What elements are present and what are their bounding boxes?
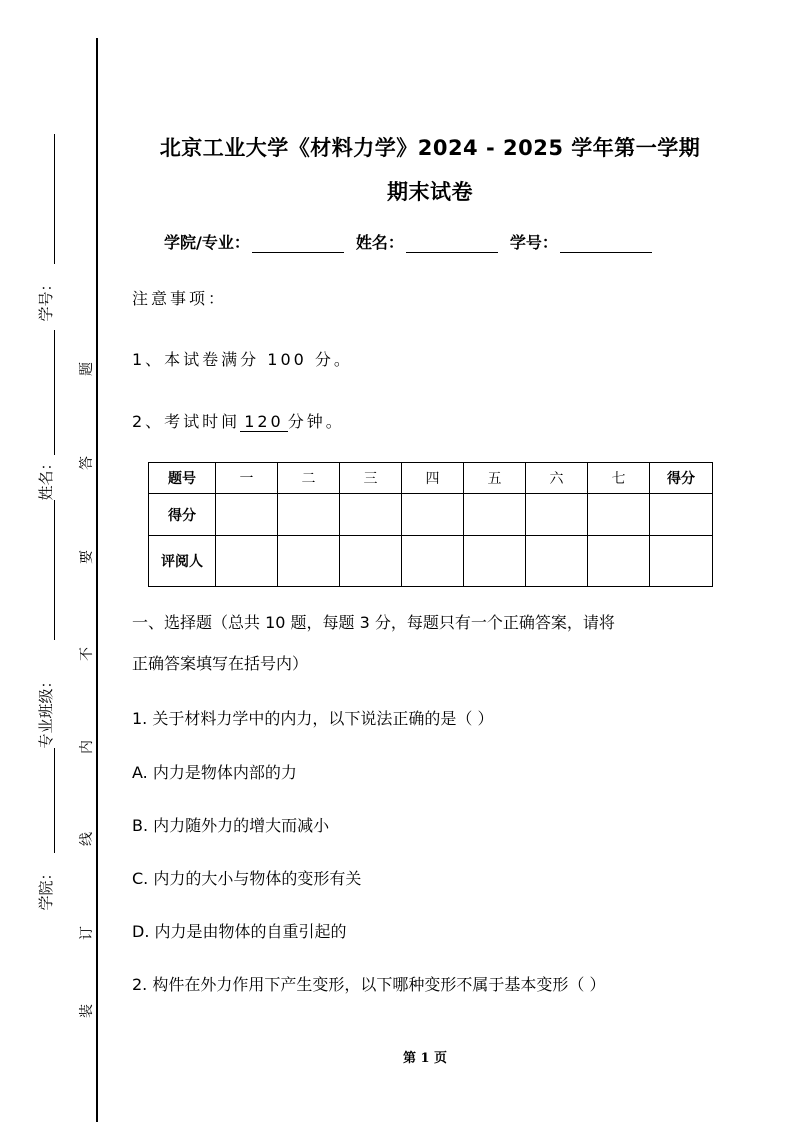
score-cell[interactable] <box>216 494 278 536</box>
college-line <box>54 748 55 853</box>
question-1-option-a: A. 内力是物体内部的力 <box>132 763 297 782</box>
score-table-header <box>149 463 713 494</box>
note-item-1: 1、本试卷满分 100 分。 <box>132 350 353 369</box>
question-1-stem: 1. 关于材料力学中的内力，以下说法正确的是（ ） <box>132 709 494 728</box>
class-label: 专业班级： <box>36 673 55 749</box>
class-line <box>54 500 55 640</box>
seal-char: 答 <box>79 456 95 470</box>
row-label: 得分 <box>149 494 216 536</box>
score-cell[interactable] <box>526 494 588 536</box>
question-1-option-d: D. 内力是由物体的自重引起的 <box>132 922 347 941</box>
score-cell[interactable] <box>278 494 340 536</box>
header-cell: 三 <box>340 463 402 494</box>
seal-char: 内 <box>79 740 95 754</box>
seal-char: 题 <box>79 362 95 376</box>
seal-char: 订 <box>79 926 95 940</box>
score-cell[interactable] <box>650 494 713 536</box>
note-item-2-suffix: 分钟。 <box>287 412 345 431</box>
seal-char: 要 <box>79 550 95 564</box>
reviewer-cell[interactable] <box>402 536 464 587</box>
seal-char: 线 <box>79 832 95 846</box>
reviewer-cell[interactable] <box>526 536 588 587</box>
seal-char: 不 <box>79 647 95 661</box>
score-cell[interactable] <box>340 494 402 536</box>
header-cell: 七 <box>588 463 650 494</box>
exam-title: 北京工业大学《材料力学》2024 - 2025 学年第一学期 <box>159 136 701 160</box>
college-major-label: 学院/专业： <box>164 233 250 252</box>
note-item-2 <box>132 409 345 432</box>
reviewer-cell[interactable] <box>216 536 278 587</box>
table-row <box>149 494 713 536</box>
exam-subtitle: 期末试卷 <box>387 180 473 204</box>
question-1-option-c: C. 内力的大小与物体的变形有关 <box>132 869 362 888</box>
header-cell: 一 <box>216 463 278 494</box>
score-cell[interactable] <box>402 494 464 536</box>
header-cell: 五 <box>464 463 526 494</box>
student-id-label: 学号： <box>36 276 55 322</box>
name-label: 姓名： <box>36 455 55 501</box>
name-label: 姓名： <box>355 233 404 252</box>
reviewer-cell[interactable] <box>650 536 713 587</box>
question-1-option-b: B. 内力随外力的增大而减小 <box>132 816 330 835</box>
row-label: 评阅人 <box>149 536 216 587</box>
reviewer-cell[interactable] <box>464 536 526 587</box>
header-cell: 二 <box>278 463 340 494</box>
notes-heading: 注意事项： <box>132 289 228 308</box>
reviewer-cell[interactable] <box>340 536 402 587</box>
page-number: 第 1 页 <box>402 1051 448 1066</box>
binding-line <box>96 38 98 1122</box>
reviewer-cell[interactable] <box>278 536 340 587</box>
section-instruction-line1: 一、选择题（总共 10 题，每题 3 分，每题只有一个正确答案，请将 <box>132 613 615 632</box>
table-row <box>149 536 713 587</box>
college-label: 学院： <box>36 865 55 911</box>
name-field[interactable] <box>406 236 498 253</box>
student-id-line <box>54 134 55 264</box>
note-item-2-prefix: 2、考试时间 <box>132 412 241 431</box>
student-info-row <box>164 230 664 253</box>
question-2-stem: 2. 构件在外力作用下产生变形，以下哪种变形不属于基本变形（ ） <box>132 975 606 994</box>
student-id-field[interactable] <box>560 236 652 253</box>
college-major-field[interactable] <box>252 236 344 253</box>
header-cell: 题号 <box>149 463 216 494</box>
student-id-label: 学号： <box>509 233 558 252</box>
seal-char: 装 <box>79 1004 95 1018</box>
header-cell: 四 <box>402 463 464 494</box>
name-line <box>54 330 55 455</box>
score-table <box>148 462 713 587</box>
score-cell[interactable] <box>588 494 650 536</box>
reviewer-cell[interactable] <box>588 536 650 587</box>
exam-duration-value: 120 <box>240 413 288 432</box>
header-cell: 六 <box>526 463 588 494</box>
section-instruction-line2: 正确答案填写在括号内） <box>132 654 309 673</box>
header-cell: 得分 <box>650 463 713 494</box>
score-cell[interactable] <box>464 494 526 536</box>
